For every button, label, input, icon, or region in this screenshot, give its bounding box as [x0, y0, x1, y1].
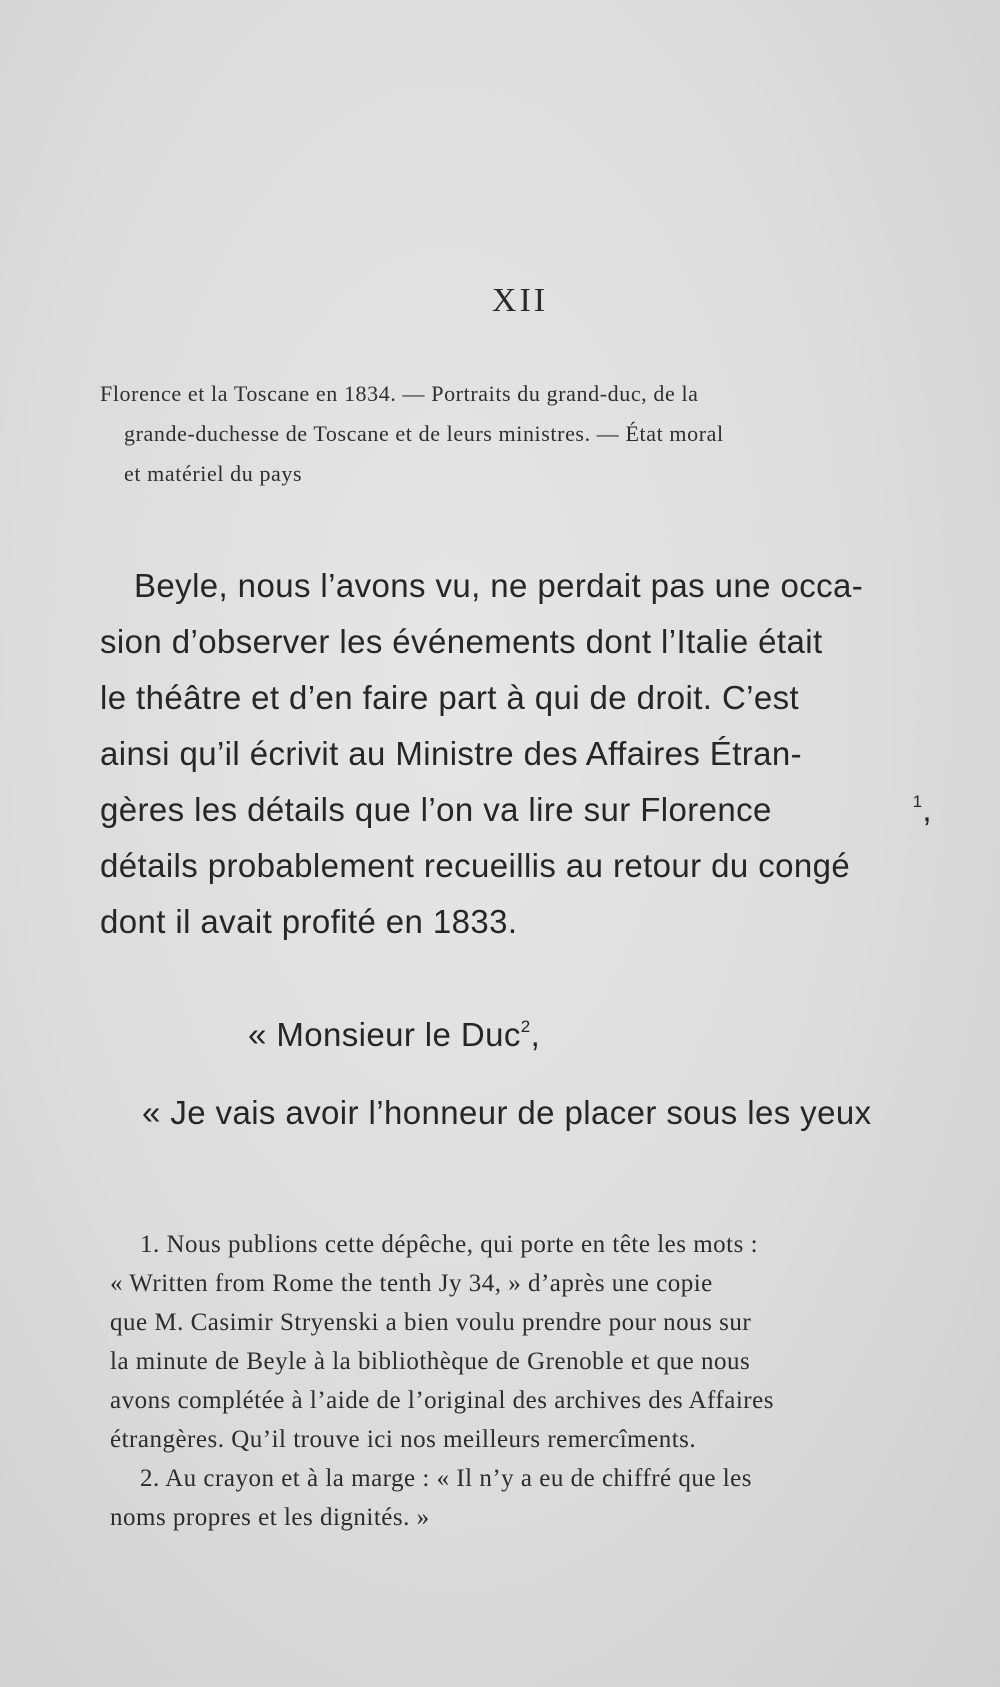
chapter-number: XII [491, 282, 549, 319]
body-line: détails probablement recueillis au retour du congé [100, 847, 851, 884]
footnote-1-line: la minute de Beyle à la bibliothèque de Grenoble et que nous [110, 1348, 751, 1375]
footnote-1-line: 1. Nous publions cette dépêche, qui porte en tête les mots : [140, 1231, 759, 1258]
salutation-text: « Monsieur le Duc [248, 1016, 521, 1053]
footnote-1-line: avons complétée à l’aide de l’original des archives des Affaires [110, 1387, 774, 1414]
footnote-ref-2[interactable]: 2 [520, 1017, 531, 1036]
body-line-note-wrap [913, 782, 932, 838]
body-line: Beyle, nous l’avons vu, ne perdait pas une occa- [134, 567, 864, 604]
body-line: dont il avait profité en 1833. [100, 903, 518, 940]
summary-line: et matériel du pays [124, 461, 303, 486]
body-line: ainsi qu’il écrivit au Ministre des Affaires Étran- [100, 735, 803, 772]
footnote-2-line: 2. Au crayon et à la marge : « Il n’y a eu de chiffré que les [140, 1465, 752, 1492]
body-line-punct: , [922, 791, 932, 828]
body-paragraph [100, 558, 932, 950]
footnotes [110, 1225, 940, 1537]
footnote-1-line: étrangères. Qu’il trouve ici nos meilleurs remercîments. [110, 1426, 697, 1453]
body-line-text: gères les détails que l’on va lire sur Florence [100, 791, 772, 828]
body-line: sion d’observer les événements dont l’Italie était [100, 623, 823, 660]
footnote-ref-1[interactable]: 1 [912, 792, 923, 811]
footnote-1-line: « Written from Rome the tenth Jy 34, » d’après une copie [110, 1270, 713, 1297]
summary-line: Florence et la Toscane en 1834. — Portraits du grand-duc, de la [100, 381, 699, 406]
body-line: le théâtre et d’en faire part à qui de droit. C’est [100, 679, 800, 716]
salutation-punct: , [530, 1016, 541, 1053]
summary-line: grande-duchesse de Toscane et de leurs ministres. — État moral [124, 421, 724, 446]
letter-opening-line: « Je vais avoir l’honneur de placer sous les yeux [142, 1094, 872, 1131]
chapter-summary [100, 374, 928, 494]
footnote-1-line: que M. Casimir Stryenski a bien voulu prendre pour nous sur [110, 1309, 752, 1336]
letter-salutation [248, 1016, 540, 1054]
footnote-2-line: noms propres et les dignités. » [110, 1504, 430, 1531]
body-line-with-note [100, 782, 932, 838]
